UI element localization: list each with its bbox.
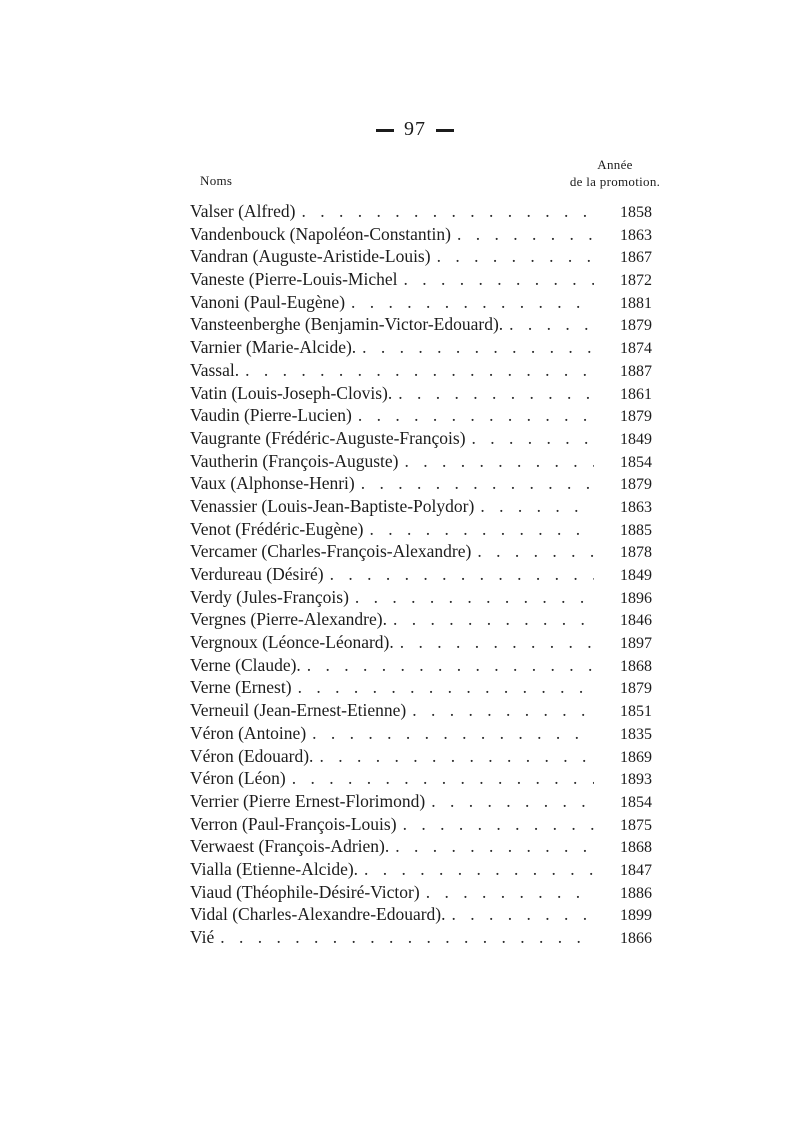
dot-leader	[405, 450, 595, 473]
dot-leader	[330, 563, 594, 586]
entry-year: 1879	[620, 476, 652, 494]
list-item	[190, 450, 652, 473]
entry-year: 1896	[620, 589, 652, 607]
entry-year: 1861	[620, 385, 652, 403]
entry-name: Véron (Léon)	[190, 768, 286, 789]
dot-leader	[398, 382, 594, 405]
dash-right	[436, 129, 454, 132]
dot-leader	[361, 472, 594, 495]
dot-leader	[457, 223, 594, 246]
entry-name: Vatin (Louis-Joseph-Clovis).	[190, 382, 393, 403]
entry-year: 1885	[620, 521, 652, 539]
dot-leader	[245, 359, 594, 382]
entry-list	[190, 200, 652, 949]
entry-name: Vanoni (Paul-Eugène)	[190, 291, 346, 312]
dot-leader	[362, 336, 594, 359]
entry-name: Vaudin (Pierre-Lucien)	[190, 405, 352, 426]
entry-name: Vercamer (Charles-François-Alexandre)	[190, 541, 472, 562]
page-number	[0, 118, 800, 141]
entry-name: Vautherin (François-Auguste)	[190, 450, 399, 471]
entry-name: Véron (Antoine)	[190, 722, 307, 743]
dot-leader	[431, 790, 594, 813]
list-item	[190, 382, 652, 405]
entry-year: 1854	[620, 453, 652, 471]
entry-year: 1893	[620, 771, 652, 789]
dot-leader	[319, 745, 594, 768]
entry-name: Verrier (Pierre Ernest-Florimond)	[190, 790, 426, 811]
entry-name: Verne (Ernest)	[190, 677, 292, 698]
list-item	[190, 495, 652, 518]
entry-year: 1872	[620, 272, 652, 290]
entry-year: 1849	[620, 430, 652, 448]
entry-year: 1863	[620, 226, 652, 244]
dot-leader	[312, 722, 594, 745]
dot-leader	[369, 518, 594, 541]
list-item	[190, 472, 652, 495]
list-item	[190, 926, 652, 949]
entry-year: 1879	[620, 317, 652, 335]
entry-name: Vaugrante (Frédéric-Auguste-François)	[190, 427, 466, 448]
list-item	[190, 813, 652, 836]
dot-leader	[400, 631, 594, 654]
page-number-text: 97	[404, 118, 426, 140]
list-item	[190, 336, 652, 359]
list-item	[190, 903, 652, 926]
entry-year: 1867	[620, 249, 652, 267]
entry-year: 1879	[620, 408, 652, 426]
list-item	[190, 790, 652, 813]
list-item	[190, 858, 652, 881]
entry-year: 1887	[620, 362, 652, 380]
entry-year: 1899	[620, 907, 652, 925]
entry-name: Vié	[190, 927, 215, 947]
entry-name: Vergnoux (Léonce-Léonard).	[190, 632, 394, 653]
entry-year: 1869	[620, 748, 652, 766]
entry-year: 1847	[620, 861, 652, 879]
entry-name: Vialla (Etienne-Alcide).	[190, 858, 359, 879]
dot-leader	[355, 586, 594, 609]
column-header-year-line2: de la promotion.	[569, 174, 661, 189]
entry-year: 1875	[620, 816, 652, 834]
list-item	[190, 767, 652, 790]
list-item	[190, 518, 652, 541]
entry-year: 1881	[620, 294, 652, 312]
entry-name: Vassal.	[190, 359, 240, 380]
dot-leader	[403, 813, 594, 836]
entry-year: 1879	[620, 680, 652, 698]
list-item	[190, 676, 652, 699]
entry-year: 1851	[620, 703, 652, 721]
list-item	[190, 631, 652, 654]
dot-leader	[412, 699, 594, 722]
list-item	[190, 427, 652, 450]
entry-name: Vandenbouck (Napoléon-Constantin)	[190, 223, 451, 244]
dot-leader	[426, 881, 594, 904]
entry-name: Vergnes (Pierre-Alexandre).	[190, 609, 387, 630]
list-item	[190, 268, 652, 291]
list-item	[190, 586, 652, 609]
entry-name: Verron (Paul-François-Louis)	[190, 813, 397, 834]
dot-leader	[292, 767, 594, 790]
dash-left	[376, 129, 394, 132]
dot-leader	[358, 404, 594, 427]
dot-leader	[509, 313, 594, 336]
entry-year: 1897	[620, 635, 652, 653]
entry-year: 1868	[620, 657, 652, 675]
entry-name: Vaneste (Pierre-Louis-Michel	[190, 269, 398, 290]
entry-name: Vansteenberghe (Benjamin-Victor-Edouard).	[190, 314, 504, 335]
dot-leader	[298, 676, 594, 699]
list-item	[190, 291, 652, 314]
entry-year: 1849	[620, 567, 652, 584]
entry-name: Viaud (Théophile-Désiré-Victor)	[190, 881, 420, 902]
entry-year: 1866	[620, 930, 652, 947]
entry-year: 1854	[620, 793, 652, 811]
entry-year: 1878	[620, 544, 652, 562]
list-item	[190, 223, 652, 246]
dot-leader	[351, 291, 594, 314]
column-header-year	[540, 156, 690, 190]
entry-name: Vaux (Alphonse-Henri)	[190, 473, 355, 494]
entry-name: Véron (Edouard).	[190, 745, 314, 766]
list-item	[190, 699, 652, 722]
dot-leader	[220, 926, 594, 949]
entry-year: 1886	[620, 884, 652, 902]
entry-name: Venot (Frédéric-Eugène)	[190, 518, 364, 539]
entry-name: Vidal (Charles-Alexandre-Edouard).	[190, 904, 446, 925]
list-item	[190, 200, 652, 223]
entry-year: 1858	[620, 204, 652, 221]
list-item	[190, 654, 652, 677]
list-item	[190, 313, 652, 336]
column-header-names: Noms	[200, 173, 233, 188]
dot-leader	[307, 654, 594, 677]
list-item	[190, 745, 652, 768]
list-item	[190, 540, 652, 563]
dot-leader	[480, 495, 594, 518]
entry-name: Venassier (Louis-Jean-Baptiste-Polydor)	[190, 495, 475, 516]
entry-name: Vandran (Auguste-Aristide-Louis)	[190, 246, 431, 267]
dot-leader	[393, 608, 594, 631]
list-item	[190, 245, 652, 268]
entry-name: Verne (Claude).	[190, 654, 301, 675]
dot-leader	[477, 540, 594, 563]
entry-year: 1846	[620, 612, 652, 630]
entry-name: Verwaest (François-Adrien).	[190, 836, 390, 857]
list-item	[190, 835, 652, 858]
list-item	[190, 404, 652, 427]
entry-name: Verneuil (Jean-Ernest-Etienne)	[190, 700, 407, 721]
entry-name: Verdureau (Désiré)	[190, 564, 324, 584]
list-item	[190, 563, 652, 586]
entry-name: Verdy (Jules-François)	[190, 586, 349, 607]
dot-leader	[404, 268, 595, 291]
column-header-year-line1: Année	[597, 157, 633, 172]
list-item	[190, 608, 652, 631]
entry-name: Valser (Alfred)	[190, 201, 296, 221]
entry-year: 1863	[620, 498, 652, 516]
dot-leader	[452, 903, 594, 926]
list-item	[190, 359, 652, 382]
dot-leader	[364, 858, 594, 881]
dot-leader	[301, 200, 594, 223]
dot-leader	[395, 835, 594, 858]
list-item	[190, 722, 652, 745]
entry-year: 1868	[620, 839, 652, 857]
entry-name: Varnier (Marie-Alcide).	[190, 337, 357, 358]
dot-leader	[437, 245, 594, 268]
entry-year: 1874	[620, 340, 652, 358]
list-item	[190, 881, 652, 904]
dot-leader	[472, 427, 594, 450]
entry-year: 1835	[620, 725, 652, 743]
